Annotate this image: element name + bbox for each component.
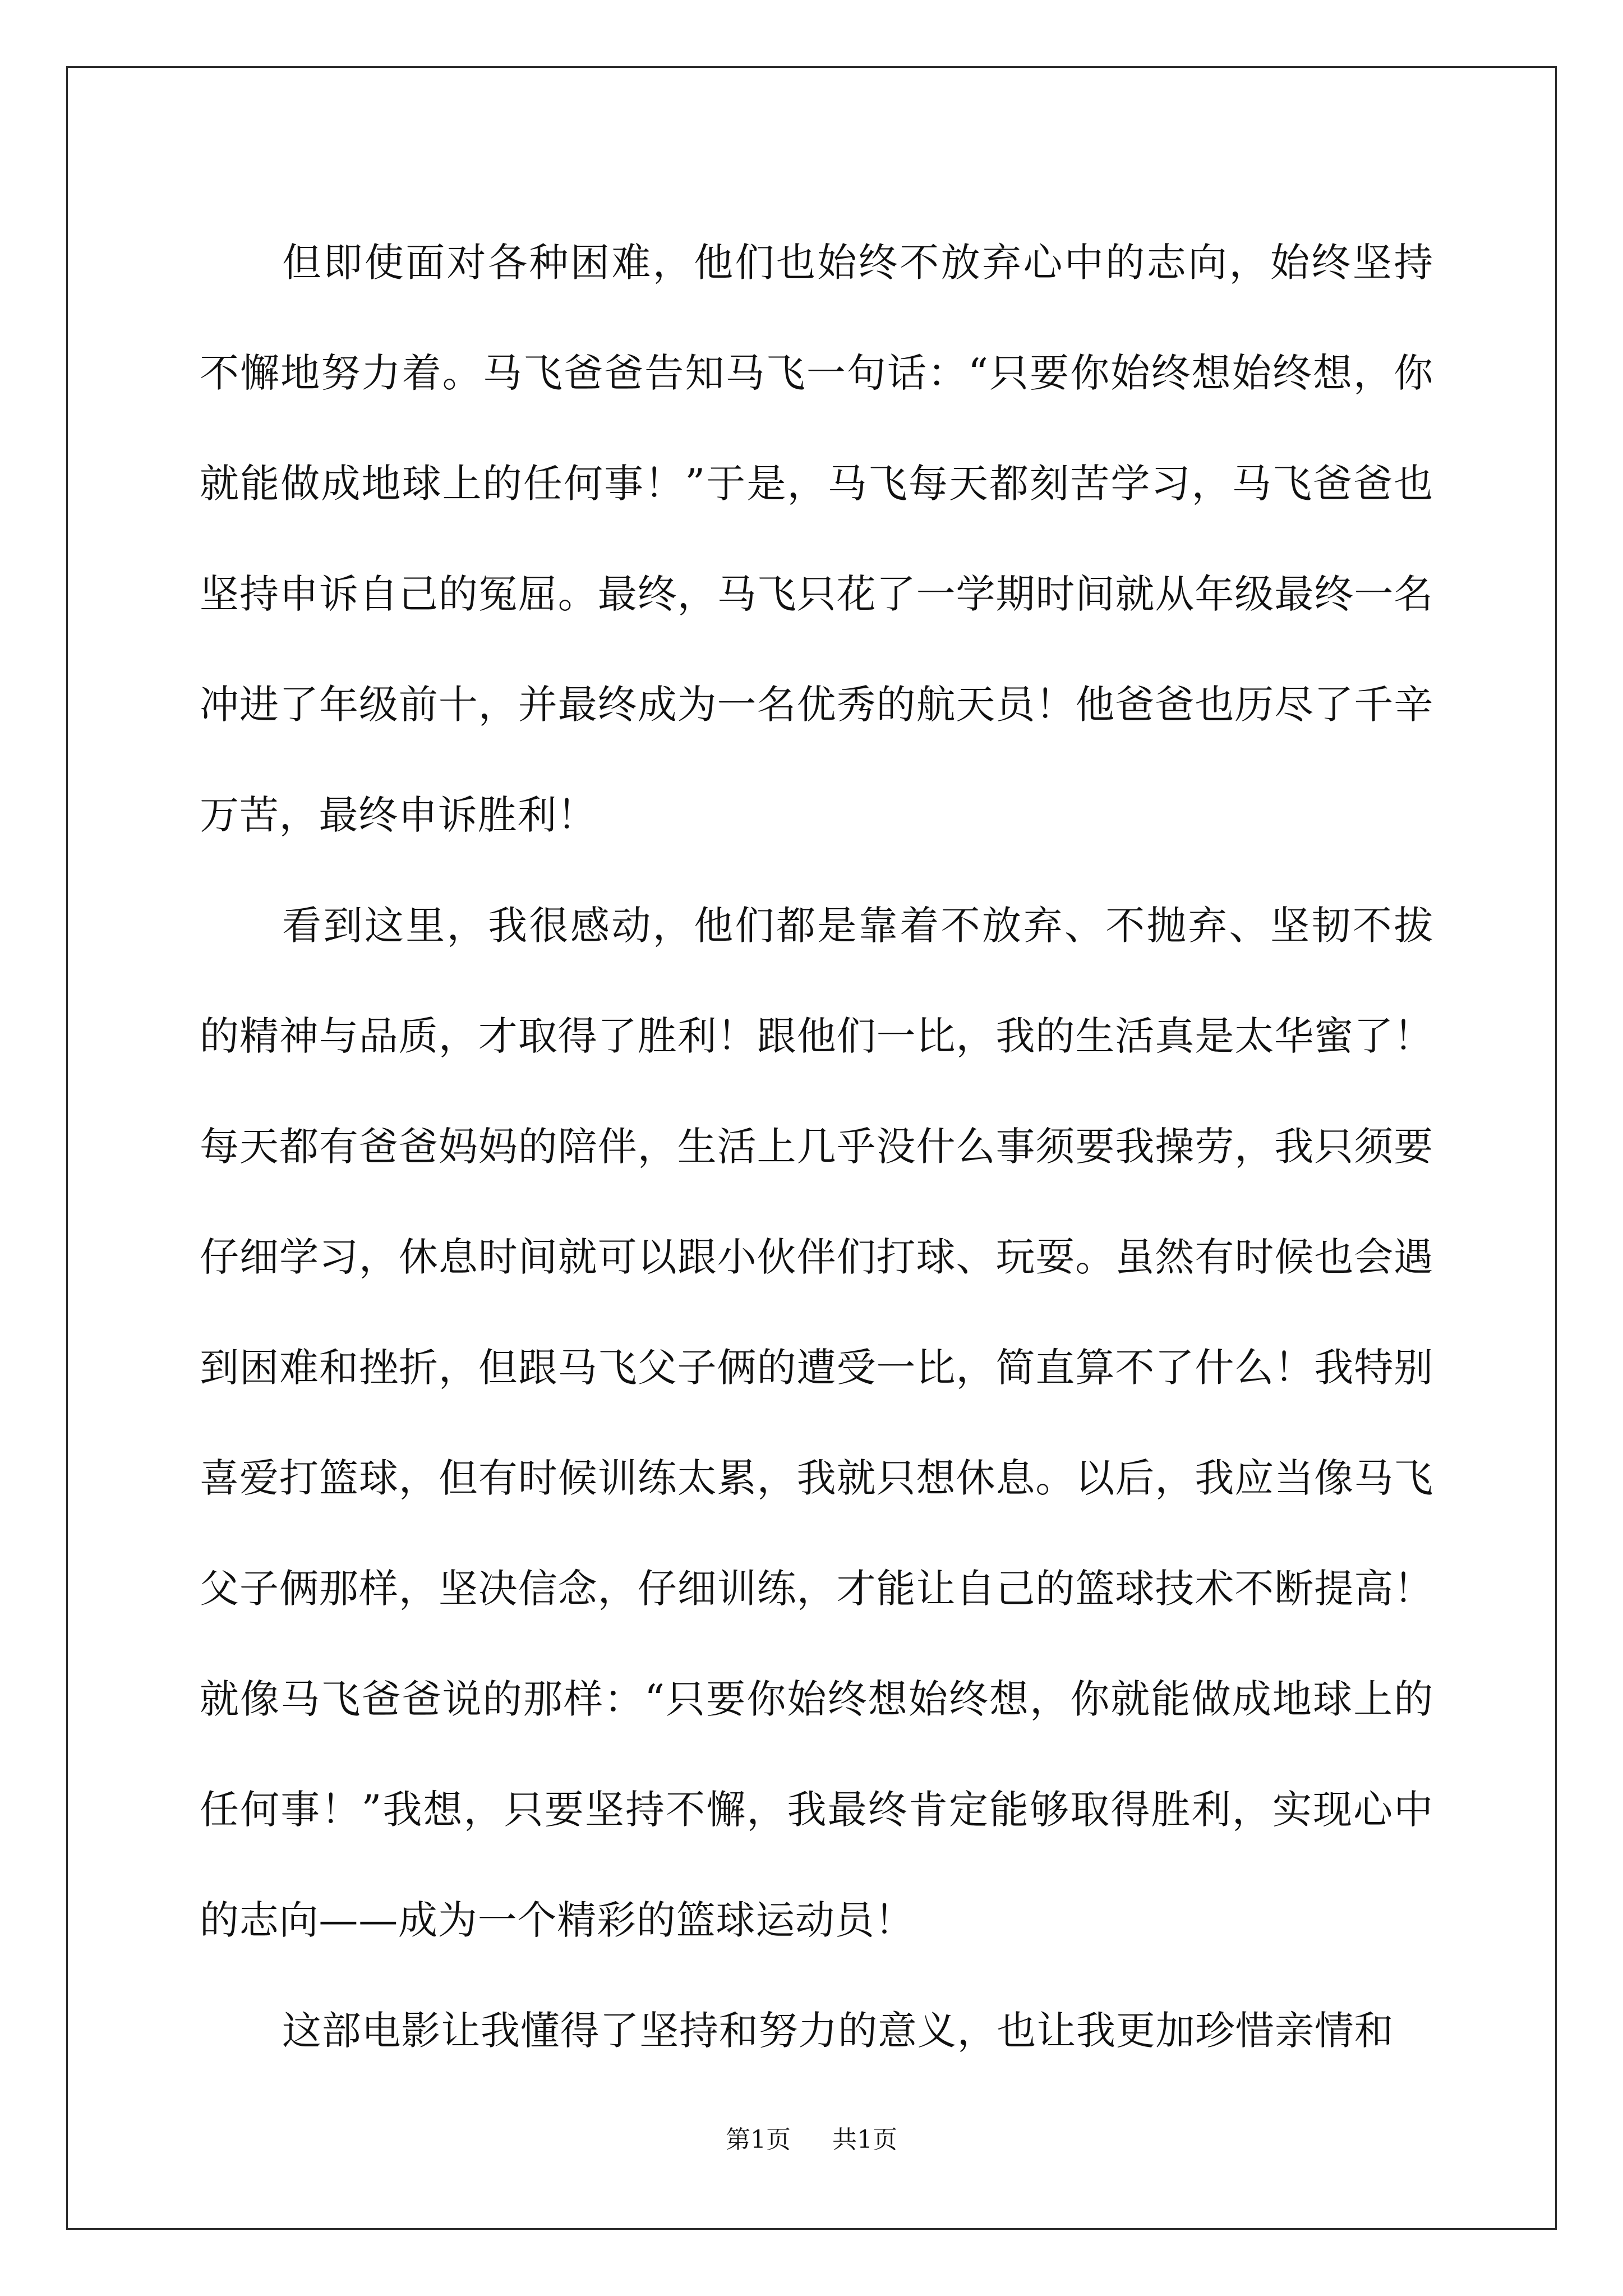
page-number: 第1页 — [726, 2125, 791, 2154]
document-body — [200, 208, 1433, 2086]
page-total: 共1页 — [832, 2125, 897, 2154]
paragraph: 看到这里，我很感动，他们都是靠着不放弃、不抛弃、坚韧不拔的精神与品质，才取得了胜利！跟他们一比，我的生活真是太华蜜了！每天都有爸爸妈妈的陪伴，生活上几乎没什么事须要我操劳，我只须要仔细学习，休息时间就可以跟小伙伴们打球、玩耍。虽然有时候也会遇到困难和挫折，但跟马飞父子俩的遭受一比，简直算不了什么！我特别喜爱打篮球，但有时候训练太累，我就只想休息。以后，我应当像马飞父子俩那样，坚决信念，仔细训练，才能让自己的篮球技术不断提高！就像马飞爸爸说的那样：“只要你始终想始终想，你就能做成地球上的任何事！”我想，只要坚持不懈，我最终肯定能够取得胜利，实现心中的志向——成为一个精彩的篮球运动员！ — [200, 903, 1433, 1943]
paragraph: 这部电影让我懂得了坚持和努力的意义，也让我更加珍惜亲情和 — [282, 2008, 1394, 2054]
paragraph: 但即使面对各种困难，他们也始终不放弃心中的志向，始终坚持不懈地努力着。马飞爸爸告知马飞一句话：“只要你始终想始终想，你就能做成地球上的任何事！”于是，马飞每天都刻苦学习，马飞爸爸也坚持申诉自己的冤屈。最终，马飞只花了一学期时间就从年级最终一名冲进了年级前十，并最终成为一名优秀的航天员！他爸爸也历尽了千辛万苦，最终申诉胜利！ — [200, 240, 1433, 838]
page-footer — [0, 2119, 1623, 2155]
